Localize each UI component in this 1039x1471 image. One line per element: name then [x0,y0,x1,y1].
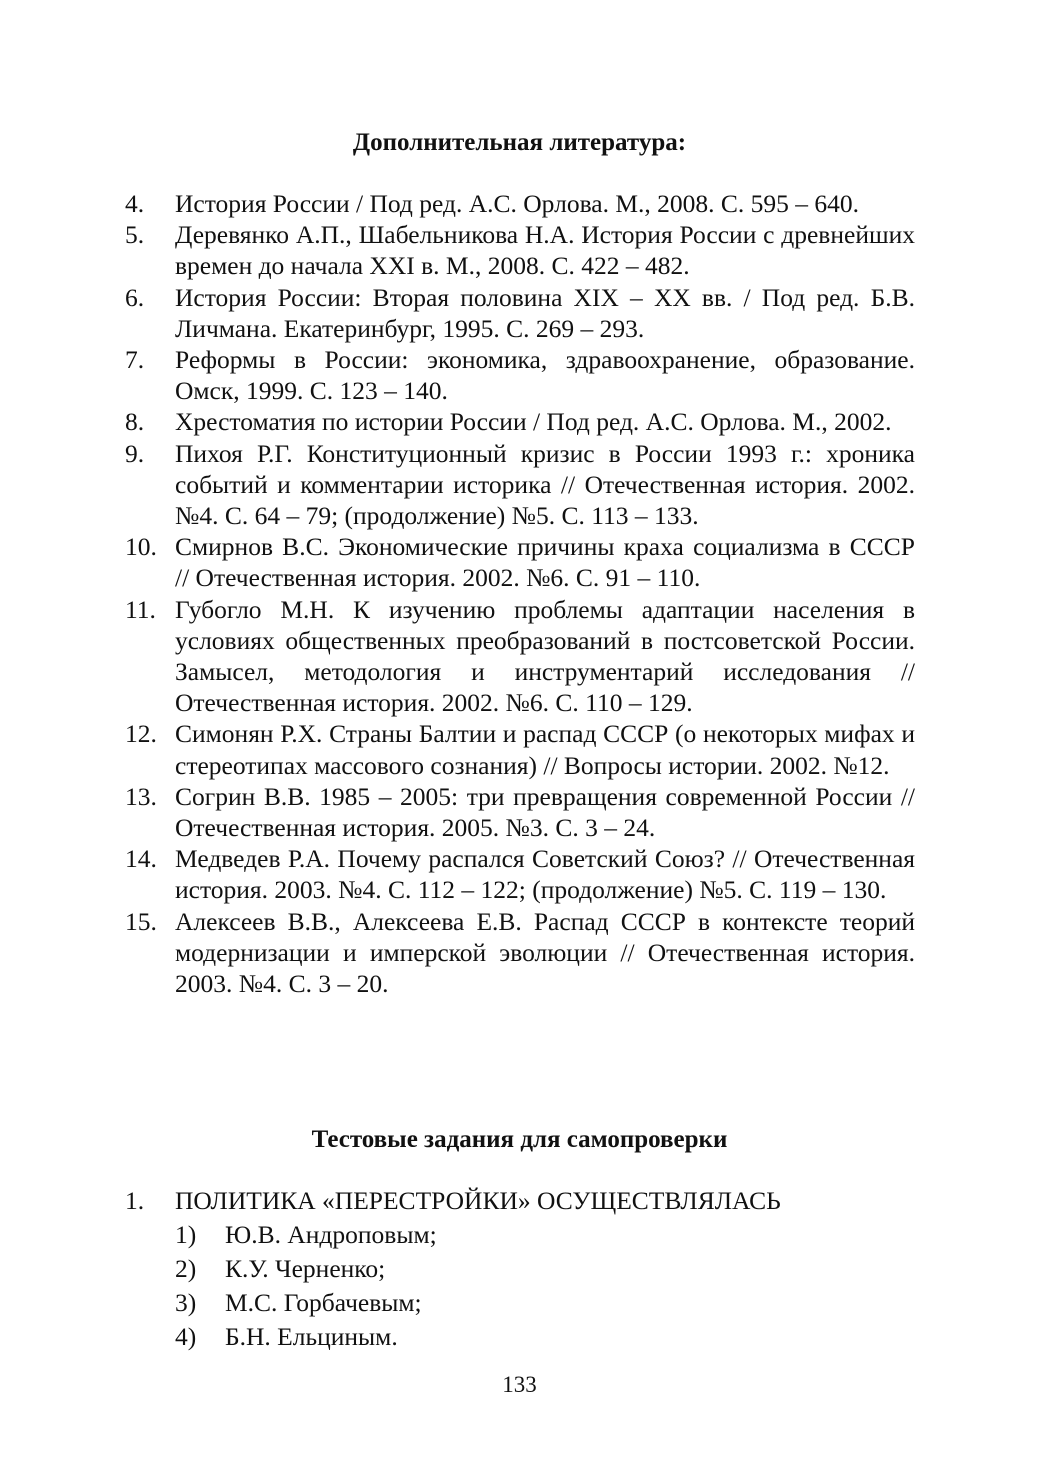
reference-number: 11. [125,594,156,624]
reference-text: Реформы в России: экономика, здравоохранение, образование. Омск, 1999. С. 123 – 140. [175,345,915,406]
page-number: 133 [502,1372,537,1397]
reference-number: 15. [125,906,157,936]
reference-text: Симонян Р.Х. Страны Балтии и распад СССР (о некоторых мифах и стереотипах массового сознания) // Вопросы истории. 2002. №12. [175,719,915,780]
answer-option [125,1252,915,1286]
option-number: 1) [175,1220,197,1249]
reference-list [125,188,915,999]
option-text: Ю.В. Андроповым; [225,1220,437,1249]
question-text: ПОЛИТИКА «ПЕРЕСТРОЙКИ» ОСУЩЕСТВЛЯЛАСЬ [175,1186,781,1215]
reference-number: 7. [125,345,145,375]
reference-item [125,438,915,532]
reference-text: Хрестоматия по истории России / Под ред. А.С. Орлова. М., 2002. [175,407,892,437]
reference-number: 12. [125,719,157,749]
reference-text: Губогло М.Н. К изучению проблемы адаптации населения в условиях общественных преобразований в постсоветской России. Замысел, методология и инструментарий исследования // Отечественная история. 2002. №6. С. 110 – 129. [175,594,915,718]
answer-option [125,1320,915,1354]
option-number: 3) [175,1288,197,1317]
reference-item [125,718,915,780]
answer-option [125,1286,915,1320]
reference-number: 10. [125,532,157,562]
reference-number: 5. [125,220,145,250]
reference-number: 4. [125,189,145,218]
test-question [125,1184,915,1218]
option-text: М.С. Горбачевым; [225,1288,422,1317]
reference-item [125,781,915,843]
reference-number: 14. [125,844,157,874]
reference-item [125,906,915,1000]
reference-text: Деревянко А.П., Шабельникова Н.А. История России с древнейших времен до начала XXI в. М., 2008. С. 422 – 482. [175,220,915,281]
reference-text: Алексеев В.В., Алексеева Е.В. Распад СССР в контексте теорий модернизации и имперской эволюции // Отечественная история. 2003. №4. С. 3 – 20. [175,906,915,999]
reference-number: 8. [125,407,145,437]
reference-item [125,531,915,593]
reference-item [125,282,915,344]
reference-text: Смирнов В.С. Экономические причины краха социализма в СССР // Отечественная история. 2002. №6. С. 91 – 110. [175,532,915,593]
test-question-block [125,1184,915,1354]
reference-number: 9. [125,438,145,468]
reference-text: Согрин В.В. 1985 – 2005: три превращения современной России // Отечественная история. 2005. №3. С. 3 – 24. [175,781,915,843]
option-text: К.У. Черненко; [225,1254,386,1283]
reference-item [125,219,915,281]
reference-text: Пихоя Р.Г. Конституционный кризис в России 1993 г.: хроника событий и комментарии историка // Отечественная история. 2002. №4. С. 64 – 79; (продолжение) №5. С. 113 – 133. [175,438,915,531]
answer-options [125,1218,915,1354]
option-number: 4) [175,1322,197,1351]
section-heading-tests: Тестовые задания для самопроверки [311,1126,728,1153]
reference-text: История России: Вторая половина XIX – XX вв. / Под ред. Б.В. Личмана. Екатеринбург, 1995. С. 269 – 293. [175,282,915,343]
option-number: 2) [175,1254,197,1283]
question-number: 1. [125,1186,145,1215]
reference-text: История России / Под ред. А.С. Орлова. М., 2008. С. 595 – 640. [175,189,860,218]
reference-item [125,406,915,437]
reference-number: 6. [125,282,145,312]
reference-number: 13. [125,781,157,811]
reference-item [125,188,915,219]
reference-item [125,344,915,406]
answer-option [125,1218,915,1252]
reference-text: Медведев Р.А. Почему распался Советский Союз? // Отечественная история. 2003. №4. С. 112 – 122; (продолжение) №5. С. 119 – 130. [175,844,915,905]
reference-item [125,594,915,719]
section-heading-literature: Дополнительная литература: [352,129,687,156]
reference-item [125,843,915,905]
option-text: Б.Н. Ельциным. [225,1322,398,1351]
